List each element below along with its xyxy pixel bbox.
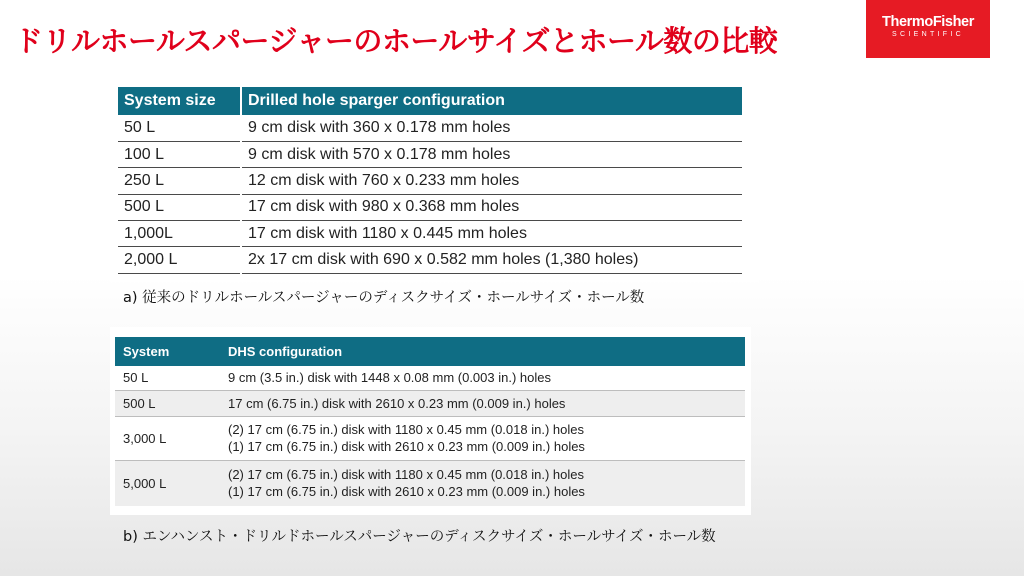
- cell-system: 5,000 L: [115, 460, 220, 506]
- table-row: [118, 247, 742, 273]
- config-line: 17 cm (6.75 in.) disk with 2610 x 0.23 mm (0.009 in.) holes: [228, 395, 566, 411]
- cell-configuration: 12 cm disk with 760 x 0.233 mm holes: [241, 168, 742, 194]
- config-line: (1) 17 cm (6.75 in.) disk with 2610 x 0.23 mm (0.009 in.) holes: [228, 439, 585, 454]
- dhs-table: [115, 337, 745, 506]
- cell-system-size: 1,000L: [118, 221, 241, 247]
- cell-system-size: 250 L: [118, 168, 241, 194]
- cell-configuration: [220, 366, 745, 390]
- cell-system: 3,000 L: [123, 430, 167, 446]
- cell-configuration: [220, 460, 745, 506]
- header-system-size: System size: [118, 87, 241, 115]
- table-row: [118, 168, 742, 194]
- cell-configuration: [220, 416, 745, 460]
- cell-system: 50 L: [123, 370, 149, 386]
- cell-configuration: 17 cm disk with 1180 x 0.445 mm holes: [241, 221, 742, 247]
- table-row: [118, 141, 742, 167]
- table1-card: [110, 73, 759, 282]
- table2-card: [110, 327, 751, 515]
- table-row: [115, 390, 745, 416]
- config-line: (1) 17 cm (6.75 in.) disk with 2610 x 0.23 mm (0.009 in.) holes: [228, 484, 585, 500]
- cell-configuration: 9 cm disk with 570 x 0.178 mm holes: [241, 141, 742, 167]
- cell-configuration: 17 cm disk with 980 x 0.368 mm holes: [241, 194, 742, 220]
- logo-sub: SCIENTIFIC: [892, 31, 964, 38]
- cell-configuration: [220, 390, 745, 416]
- cell-system-size: 100 L: [118, 141, 241, 167]
- thermofisher-logo: [866, 0, 990, 58]
- cell-system-size: 2,000 L: [118, 247, 241, 273]
- table-row: [115, 416, 745, 460]
- header-configuration: Drilled hole sparger configuration: [241, 87, 742, 115]
- cell-configuration: 9 cm disk with 360 x 0.178 mm holes: [241, 115, 742, 141]
- cell-system: 500 L: [115, 390, 220, 416]
- cell-system-size: 50 L: [118, 115, 241, 141]
- cell-configuration: 2x 17 cm disk with 690 x 0.582 mm holes (1,380 holes): [241, 247, 742, 273]
- cell-system-size: 500 L: [118, 194, 241, 220]
- config-line: 9 cm (3.5 in.) disk with 1448 x 0.08 mm (0.003 in.) holes: [228, 370, 551, 386]
- header-system: System: [115, 337, 220, 366]
- table-row: [115, 366, 745, 390]
- table-header-row: [115, 337, 745, 366]
- table-row: [118, 221, 742, 247]
- table-row: [115, 460, 745, 506]
- table-row: [118, 115, 742, 141]
- table-row: [118, 194, 742, 220]
- table-header-row: [118, 87, 742, 115]
- table1-caption: a) 従来のドリルホールスパージャーのディスクサイズ・ホールサイズ・ホール数: [123, 290, 645, 306]
- drilled-hole-table: [118, 87, 742, 274]
- config-line: (2) 17 cm (6.75 in.) disk with 1180 x 0.45 mm (0.018 in.) holes: [228, 467, 584, 483]
- config-line: (2) 17 cm (6.75 in.) disk with 1180 x 0.45 mm (0.018 in.) holes: [228, 422, 584, 437]
- logo-name: ThermoFisher: [882, 14, 974, 30]
- table2-caption: b) エンハンスト・ドリルドホールスパージャーのディスクサイズ・ホールサイズ・ホール数: [123, 529, 716, 545]
- slide-title: ドリルホールスパージャーのホールサイズとホール数の比較: [14, 24, 778, 58]
- header-dhs-configuration: DHS configuration: [220, 337, 745, 366]
